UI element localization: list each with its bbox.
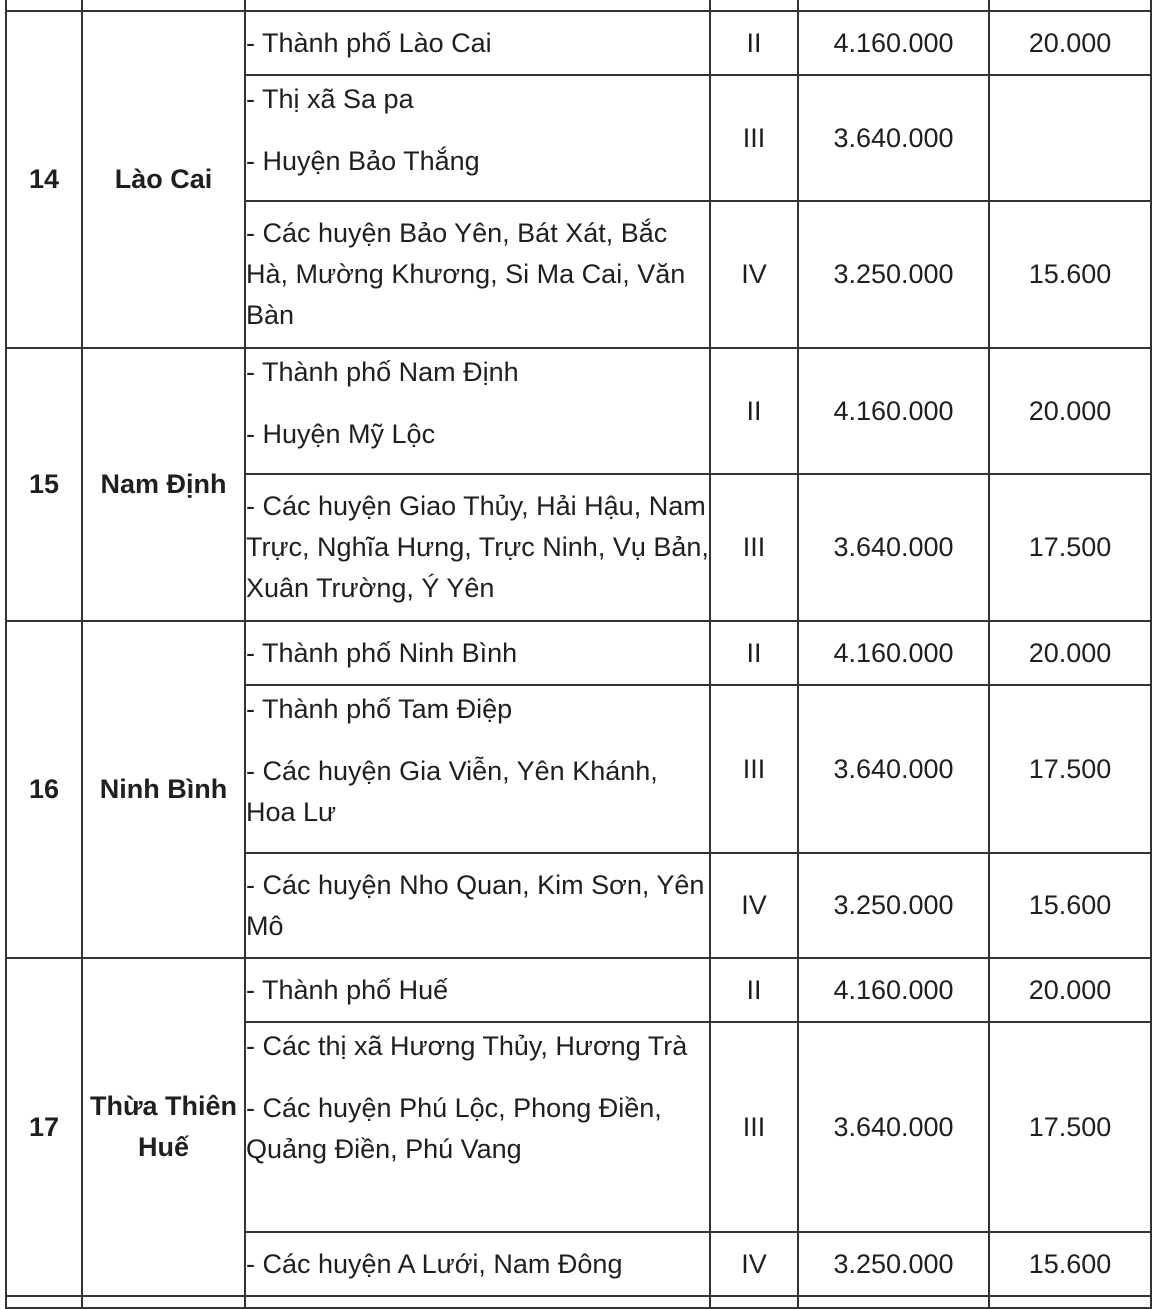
region-cell: III (710, 75, 798, 201)
table-row (6, 348, 1151, 474)
row-number: 15 (6, 348, 82, 621)
area-cell (245, 474, 710, 621)
wage-cell: 3.640.000 (798, 75, 989, 201)
cell (245, 0, 710, 11)
area-line: - Các huyện Giao Thủy, Hải Hậu, Nam Trực, Nghĩa Hưng, Trực Ninh, Vụ Bản, Xuân Trường, Ý Yên (246, 491, 709, 603)
area-line: - Thành phố Tam Điệp (246, 694, 513, 724)
cell (798, 1296, 989, 1308)
row-number: 17 (6, 958, 82, 1296)
area-line: - Các huyện A Lưới, Nam Đông (246, 1248, 623, 1279)
area-cell (245, 11, 710, 75)
table-row (6, 958, 1151, 1022)
region-cell: II (710, 621, 798, 685)
row-number: 16 (6, 621, 82, 958)
wage-cell: 3.640.000 (798, 685, 989, 853)
area-cell (245, 75, 710, 201)
wage-cell: 4.160.000 (798, 348, 989, 474)
cell (710, 0, 798, 11)
area-line: - Thành phố Nam Định (246, 357, 519, 387)
wage-cell: 3.250.000 (798, 1232, 989, 1296)
subsidy-cell: 15.600 (989, 1232, 1151, 1296)
area-line: - Các huyện Gia Viễn, Yên Khánh, Hoa Lư (246, 756, 658, 827)
cell (245, 1296, 710, 1308)
cell (6, 1296, 82, 1308)
subsidy-cell: 15.600 (989, 201, 1151, 348)
table-row (6, 621, 1151, 685)
area-line: - Huyện Mỹ Lộc (246, 419, 436, 449)
area-cell (245, 621, 710, 685)
area-line: - Các thị xã Hương Thủy, Hương Trà (246, 1031, 688, 1061)
area-line: - Thành phố Lào Cai (246, 27, 492, 58)
wage-cell: 3.640.000 (798, 1022, 989, 1232)
area-line: - Các huyện Phú Lộc, Phong Điền, Quảng Điền, Phú Vang (246, 1093, 662, 1164)
wage-cell: 3.250.000 (798, 853, 989, 958)
area-cell (245, 853, 710, 958)
area-line: - Các huyện Bảo Yên, Bát Xát, Bắc Hà, Mường Khương, Si Ma Cai, Văn Bàn (246, 218, 686, 330)
subsidy-cell: 17.500 (989, 474, 1151, 621)
wage-cell: 4.160.000 (798, 11, 989, 75)
province-name: Ninh Bình (82, 621, 245, 958)
subsidy-cell: 20.000 (989, 11, 1151, 75)
area-cell (245, 348, 710, 474)
wage-cell: 4.160.000 (798, 621, 989, 685)
cell (710, 1296, 798, 1308)
region-cell: III (710, 685, 798, 853)
region-cell: IV (710, 853, 798, 958)
region-cell: II (710, 958, 798, 1022)
cell (82, 1296, 245, 1308)
row-number: 14 (6, 11, 82, 348)
subsidy-cell: 20.000 (989, 348, 1151, 474)
subsidy-cell: 15.600 (989, 853, 1151, 958)
area-cell (245, 685, 710, 853)
area-cell (245, 958, 710, 1022)
area-cell (245, 1232, 710, 1296)
area-line: - Các huyện Nho Quan, Kim Sơn, Yên Mô (246, 869, 705, 941)
region-cell: III (710, 474, 798, 621)
province-name: Nam Định (82, 348, 245, 621)
region-cell: IV (710, 201, 798, 348)
region-cell: IV (710, 1232, 798, 1296)
area-line: - Huyện Bảo Thắng (246, 146, 480, 176)
region-cell: II (710, 11, 798, 75)
subsidy-cell: 17.500 (989, 685, 1151, 853)
subsidy-cell: 20.000 (989, 621, 1151, 685)
subsidy-cell (989, 75, 1151, 201)
cell (989, 1296, 1151, 1308)
previous-row-remnant (6, 0, 1151, 11)
province-name: Thừa Thiên Huế (82, 958, 245, 1296)
cell (82, 0, 245, 11)
area-cell (245, 1022, 710, 1232)
wage-cell: 3.640.000 (798, 474, 989, 621)
area-cell (245, 201, 710, 348)
next-row-remnant (6, 1296, 1151, 1308)
province-name: Lào Cai (82, 11, 245, 348)
cell (6, 0, 82, 11)
minimum-wage-table (5, 0, 1152, 1309)
wage-cell: 4.160.000 (798, 958, 989, 1022)
cell (989, 0, 1151, 11)
wage-cell: 3.250.000 (798, 201, 989, 348)
region-cell: III (710, 1022, 798, 1232)
area-line: - Thị xã Sa pa (246, 84, 414, 114)
region-cell: II (710, 348, 798, 474)
subsidy-cell: 20.000 (989, 958, 1151, 1022)
area-line: - Thành phố Huế (246, 974, 449, 1005)
subsidy-cell: 17.500 (989, 1022, 1151, 1232)
cell (798, 0, 989, 11)
table-row (6, 11, 1151, 75)
area-line: - Thành phố Ninh Bình (246, 637, 518, 668)
